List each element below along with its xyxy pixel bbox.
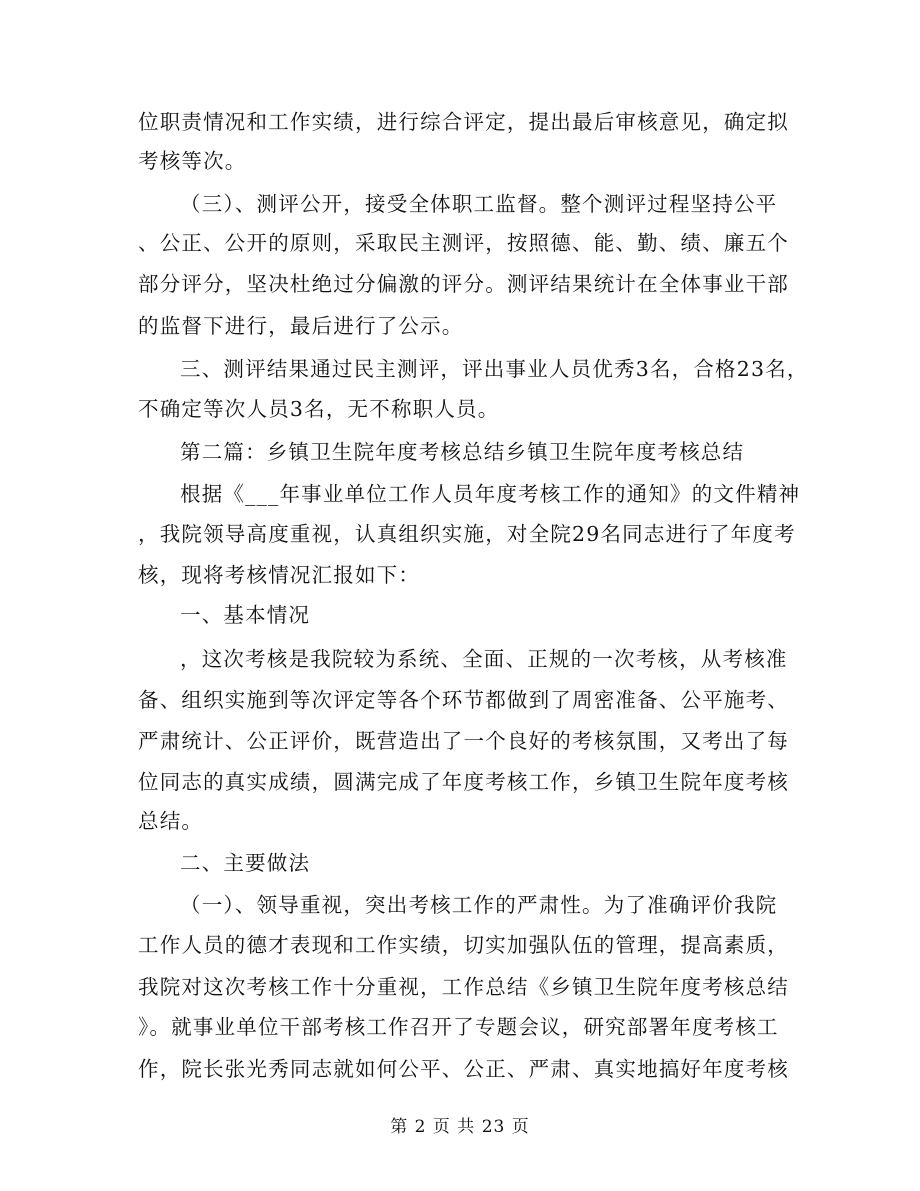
text-line: ，这次考核是我院较为系统、全面、正规的一次考核，从考核准 xyxy=(180,647,788,671)
text-line: 三、测评结果通过民主测评，评出事业人员优秀3名，合格23名， xyxy=(180,357,809,381)
text-line: 不确定等次人员3名，无不称职人员。 xyxy=(138,397,500,421)
text-line: 工作人员的德才表现和工作实绩，切实加强队伍的管理，提高素质， xyxy=(138,933,789,957)
text-line: 》。就事业单位干部考核工作召开了专题会议，研究部署年度考核工 xyxy=(138,1015,779,1039)
text-line: 作，院长张光秀同志就如何公平、公正、严肃、真实地搞好年度考核 xyxy=(138,1057,789,1081)
text-line: 备、组织实施到等次评定等各个环节都做到了周密准备、公平施考、 xyxy=(138,688,789,712)
subsection-heading: 一、基本情况 xyxy=(180,603,311,627)
text-line: 考核等次。 xyxy=(138,149,247,173)
subsection-heading: 二、主要做法 xyxy=(180,851,311,875)
text-line: 严肃统计、公正评价，既营造出了一个良好的考核氛围，又考出了每 xyxy=(138,729,789,753)
text-line: 核，现将考核情况汇报如下： xyxy=(138,563,421,587)
text-line: 位职责情况和工作实绩，进行综合评定，提出最后审核意见，确定拟 xyxy=(138,110,789,134)
text-line: 总结。 xyxy=(138,809,204,833)
text-line: （三）、测评公开，接受全体职工监督。整个测评过程坚持公平 xyxy=(180,192,778,216)
page-footer: 第 2 页 共 23 页 xyxy=(390,1117,530,1137)
text-line: 根据《___年事业单位工作人员年度考核工作的通知》的文件精神 xyxy=(180,482,801,506)
text-line: ，我院领导高度重视，认真组织实施，对全院29名同志进行了年度考 xyxy=(138,522,796,546)
section-heading: 第二篇：乡镇卫生院年度考核总结乡镇卫生院年度考核总结 xyxy=(180,440,745,464)
text-line: 、公正、公开的原则，采取民主测评，按照德、能、勤、绩、廉五个 xyxy=(138,231,789,255)
text-line: 的监督下进行，最后进行了公示。 xyxy=(138,314,464,338)
text-line: 部分评分，坚决杜绝过分偏激的评分。测评结果统计在全体事业干部 xyxy=(138,272,789,296)
text-line: 我院对这次考核工作十分重视，工作总结《乡镇卫生院年度考核总结 xyxy=(138,975,789,999)
text-line: （一）、领导重视，突出考核工作的严肃性。为了准确评价我院 xyxy=(180,893,778,917)
text-line: 位同志的真实成绩，圆满完成了年度考核工作，乡镇卫生院年度考核 xyxy=(138,770,789,794)
